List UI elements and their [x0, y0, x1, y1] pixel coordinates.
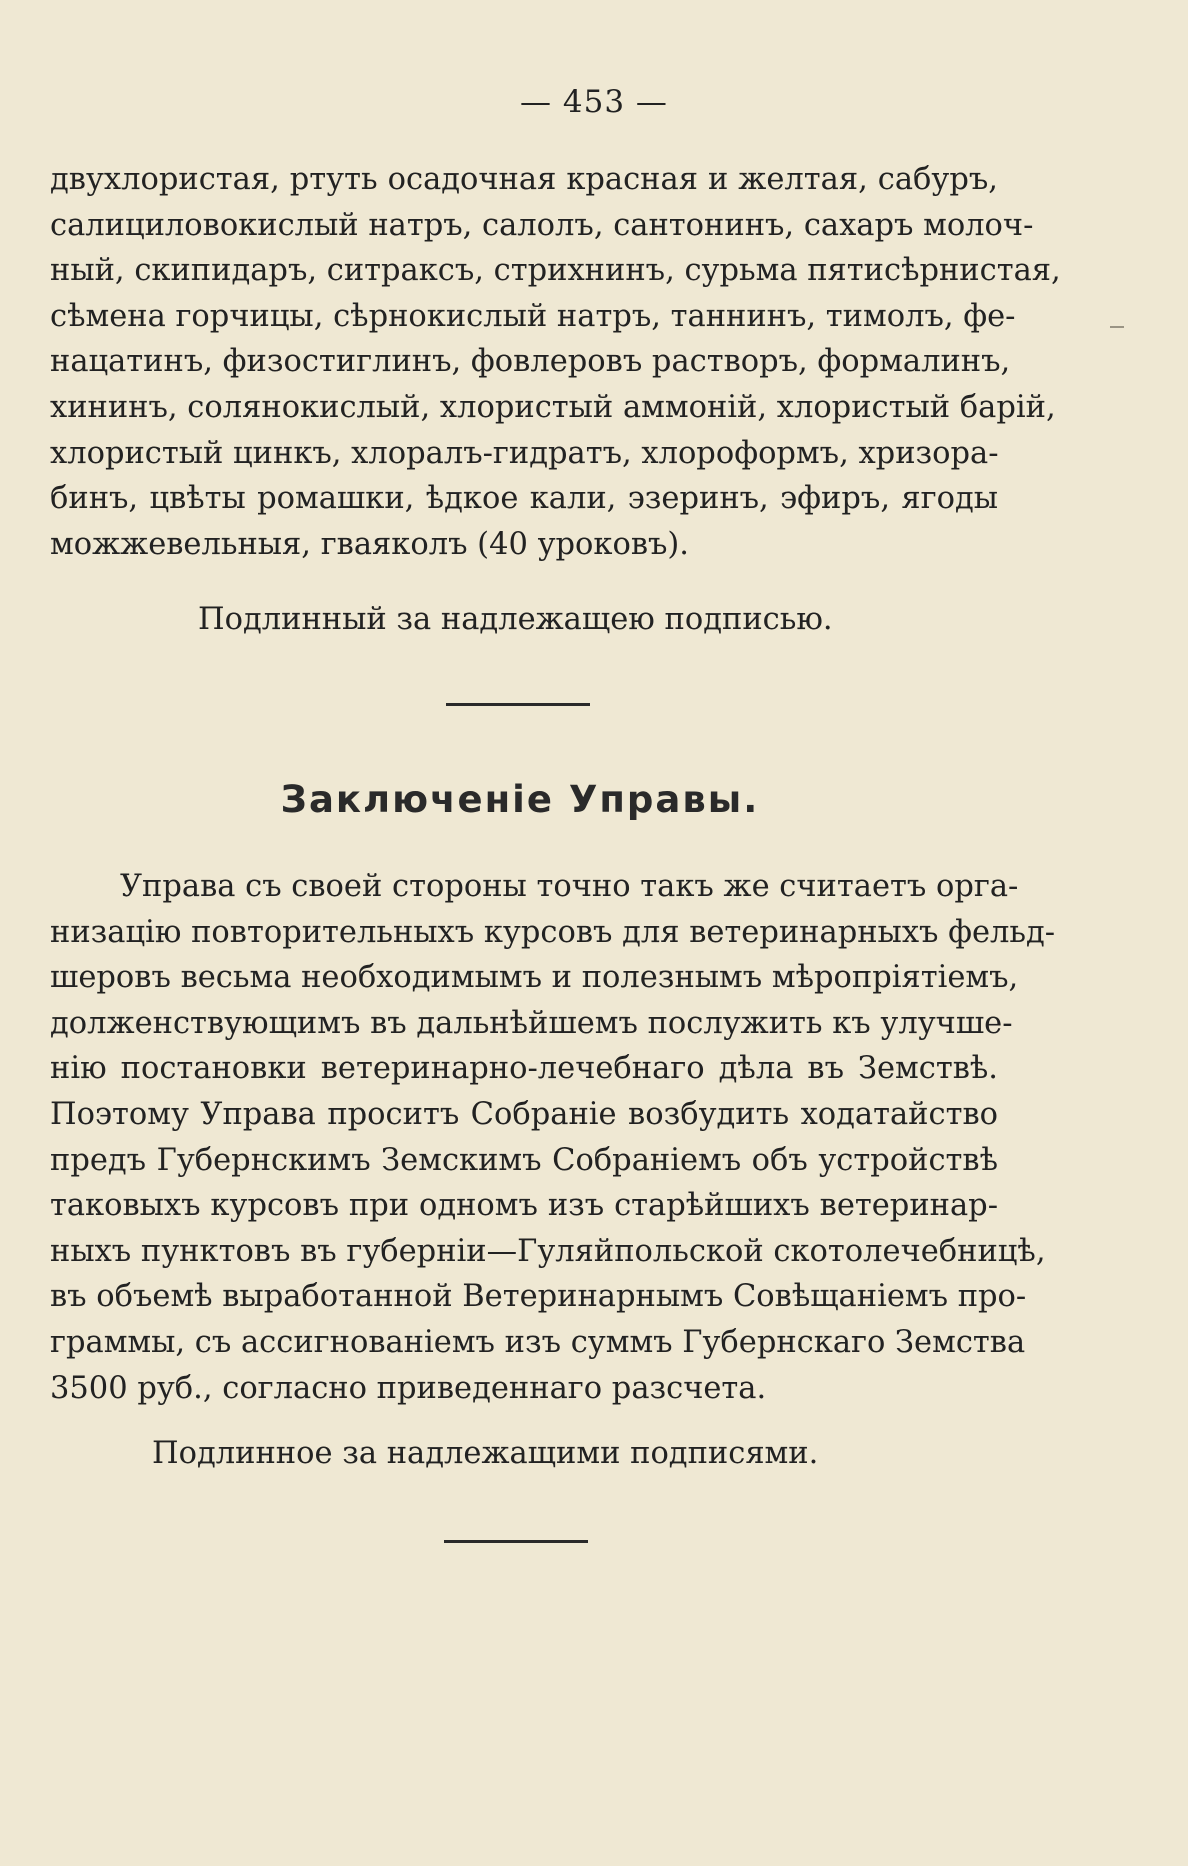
text-line: долженствующимъ въ дальнѣйшемъ послужить къ улучше-: [50, 1005, 1013, 1041]
paragraph-1: [50, 157, 1061, 567]
text-line: Поэтому Управа проситъ Собранiе возбудить ходатайство: [50, 1096, 998, 1132]
text-line: таковыхъ курсовъ при одномъ изъ старѣйшихъ ветеринар-: [50, 1188, 998, 1224]
text-line: граммы, съ ассигнованiемъ изъ суммъ Губернскаго Земства: [50, 1324, 1026, 1360]
text-line: сѣмена горчицы, сѣрнокислый натръ, таннинъ, тимолъ, фе-: [50, 298, 1016, 334]
text-line: нiю постановки ветеринарно-лечебнаго дѣла въ Земствѣ.: [50, 1051, 998, 1087]
margin-mark: [1110, 326, 1124, 328]
signature-note-1: Подлинный за надлежащею подписью.: [198, 602, 833, 637]
signature-note-2: Подлинное за надлежащими подписями.: [152, 1436, 819, 1471]
text-line: салициловокислый натръ, салолъ, сантонинъ, сахаръ молоч-: [50, 207, 1034, 243]
text-line: двухлористая, ртуть осадочная красная и желтая, сабуръ,: [50, 162, 998, 197]
text-line: ныхъ пунктовъ въ губернiи—Гуляйпольской скотолечебницѣ,: [50, 1233, 1046, 1269]
paragraph-2: [50, 864, 1056, 1411]
text-line: предъ Губернскимъ Земскимъ Собранiемъ объ устройствѣ: [50, 1142, 998, 1178]
text-line: хлористый цинкъ, хлоралъ-гидратъ, хлороформъ, хризора-: [50, 435, 999, 471]
text-line: 3500 руб., согласно приведеннаго разсчета.: [50, 1370, 767, 1406]
text-line: въ объемѣ выработанной Ветеринарнымъ Совѣщанiемъ про-: [50, 1279, 1027, 1315]
text-line: можжевельныя, гваяколъ (40 уроковъ).: [50, 526, 689, 562]
section-divider: [446, 703, 590, 706]
text-line: бинъ, цвѣты ромашки, ѣдкое кали, эзеринъ, эфиръ, ягоды: [50, 481, 998, 517]
text-line: шеровъ весьма необходимымъ и полезнымъ мѣропрiятiемъ,: [50, 960, 1019, 996]
text-line: нацатинъ, физостиглинъ, фовлеровъ растворъ, формалинъ,: [50, 344, 1011, 380]
page-number: — 453 —: [520, 84, 668, 120]
text-line: ный, скипидаръ, ситраксъ, стрихнинъ, сурьма пятисѣрнистая,: [50, 253, 1061, 289]
text-line: Управа съ своей стороны точно такъ же считаетъ орга-: [120, 869, 1019, 904]
end-divider: [444, 1540, 588, 1543]
text-line: низацiю повторительныхъ курсовъ для ветеринарныхъ фельд-: [50, 914, 1056, 950]
section-heading: Заключенiе Управы.: [280, 778, 760, 821]
text-line: хининъ, солянокислый, хлористый аммонiй, хлористый барiй,: [50, 389, 1056, 425]
